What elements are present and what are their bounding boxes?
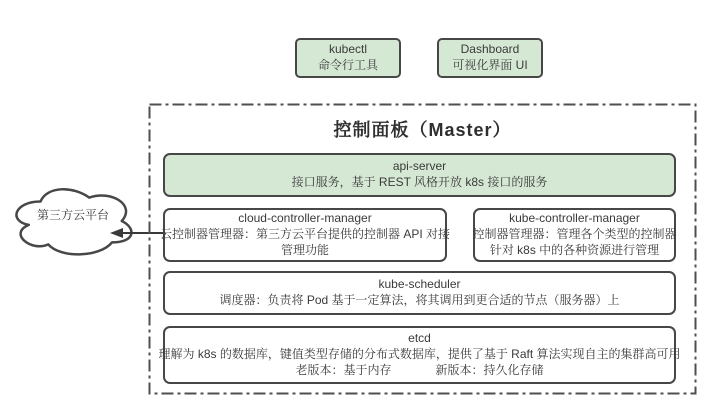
kube-scheduler-name: kube-scheduler [378, 277, 461, 292]
api-server-name: api-server [392, 159, 447, 174]
api-server-desc: 接口服务，基于 REST 风格开放 k8s 接口的服务 [291, 175, 548, 189]
cloud-controller-manager-box [160, 208, 451, 262]
etcd-new-version: 新版本：持久化存储 [435, 362, 544, 377]
master-panel-title: 控制面板（Master） [333, 120, 512, 140]
api-server-box [163, 153, 676, 197]
dashboard-box [437, 38, 543, 78]
dashboard-subtitle: 可视化界面 UI [452, 58, 528, 72]
kube-scheduler-desc: 调度器：负责将 Pod 基于一定算法，将其调用到更合适的节点（服务器）上 [219, 293, 620, 307]
cloud-controller-manager-desc-line1: 云控制器管理器：第三方云平台提供的控制器 API 对接 [160, 227, 451, 242]
kube-controller-manager-box [473, 208, 676, 262]
etcd-desc: 理解为 k8s 的数据库，键值类型存储的分布式数据库，提供了基于 Raft 算法实现自主的集群高可用 [158, 347, 681, 362]
dashboard-title: Dashboard [460, 42, 520, 57]
kubectl-box [295, 38, 401, 78]
kube-scheduler-box [163, 271, 676, 315]
cloud-controller-manager-desc-line2: 管理功能 [280, 242, 329, 257]
kube-controller-manager-name: kube-controller-manager [509, 211, 640, 226]
third-party-cloud-label: 第三方云平台 [36, 208, 109, 222]
etcd-versions-row [295, 363, 543, 379]
cloud-controller-manager-name: cloud-controller-manager [238, 211, 372, 226]
kube-controller-manager-desc-line1: 控制器管理器：管理各个类型的控制器 [472, 227, 677, 242]
etcd-box [158, 326, 681, 384]
kubectl-subtitle: 命令行工具 [317, 58, 378, 72]
etcd-name: etcd [408, 331, 431, 346]
kube-controller-manager-desc-line2: 针对 k8s 中的各种资源进行管理 [489, 242, 660, 257]
etcd-old-version: 老版本：基于内存 [295, 362, 392, 377]
kubectl-title: kubectl [328, 42, 368, 57]
